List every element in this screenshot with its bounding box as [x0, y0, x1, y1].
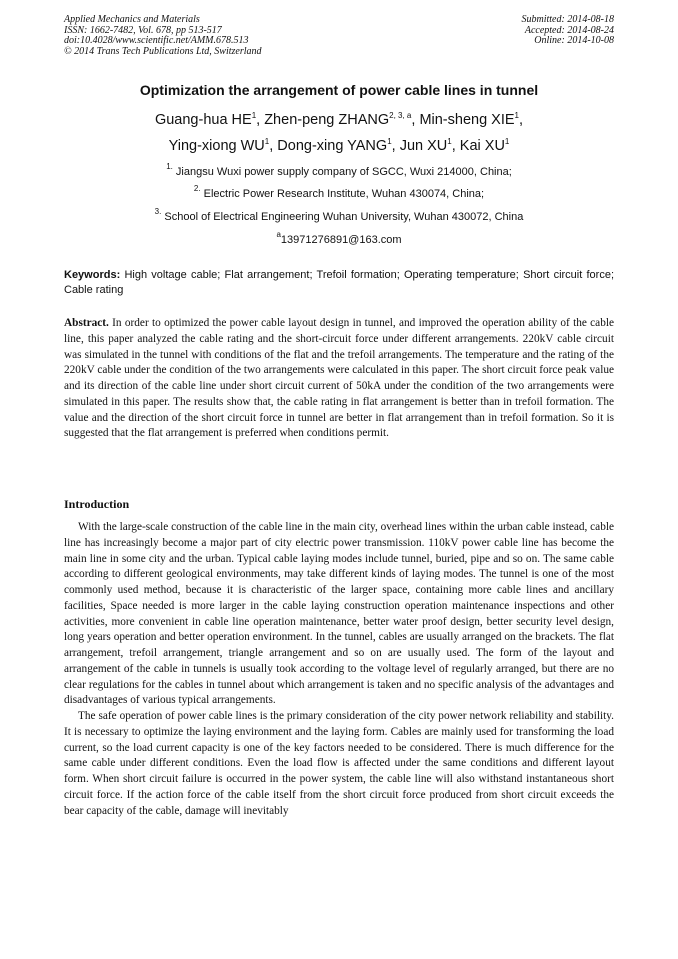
author-name: Jun XU: [399, 138, 448, 154]
keywords-label: Keywords:: [64, 269, 121, 281]
affiliation-text: Electric Power Research Institute, Wuhan 430074, China;: [203, 188, 485, 200]
email-mark: a: [276, 230, 281, 239]
online-date: Online: 2014-10-08: [534, 35, 614, 47]
affiliation-mark: 1.: [166, 162, 173, 171]
author-separator: ,: [269, 138, 278, 154]
intro-paragraph-1: With the large-scale construction of the cable line in the main city, overhead lines within the urban cable instead, cable line has increasingly become a major part of city electric power transmission. 110kV power cable line has become the main line in some city and the urban. Typical cable laying modes include tunnel, buried, pipe and so on. The same cable according to different geological environments, may take different kinds of laying modes. The tunnel is one of the most commonly used method, because it is characteristic of the larger space, containing more cable lines and ancillary facilities, Space needed is more larger in the cable laying construction operation maintenance inspections and other activities, more convenient in cable line operation maintenance, better water proof design, better security level design, long years operation and better operation environment. In the tunnel, cables are usually arranged on the brackets. The flat arrangement, trefoil arrangement, triangle arrangement and so on are usually used. The form of the layout and arrangement of the cable in tunnels is usually took according to the voltage level of regularly arranged, but there are no clear regulations for the cables in tunnel about which arrangement is taken and no specific analysis of the advantages and disadvantages of various typical arrangements.: [64, 521, 614, 707]
author-separator: ,: [256, 112, 265, 128]
author-affiliation-mark: 2, 3, a: [389, 111, 412, 120]
affiliation-text: Jiangsu Wuxi power supply company of SGCC, Wuxi 214000, China;: [175, 166, 512, 178]
author-separator: ,: [411, 112, 420, 128]
email-text: 13971276891@163.com: [280, 234, 402, 246]
affiliation-2: [0, 184, 678, 200]
journal-header: [64, 15, 262, 57]
author-name: Min-sheng XIE: [419, 112, 515, 128]
paper-title: Optimization the arrangement of power cable lines in tunnel: [139, 82, 539, 98]
author-name: Guang-hua HE: [154, 112, 252, 128]
affiliation-1: [0, 162, 678, 178]
corresponding-email: [0, 230, 678, 246]
keywords-block: [64, 268, 614, 298]
submitted-date: Submitted: 2014-08-18: [521, 14, 614, 25]
author-name: Ying-xiong WU: [168, 138, 265, 154]
author-name: Kai XU: [459, 138, 505, 154]
abstract-text: In order to optimized the power cable layout design in tunnel, and improved the operation ability of the cable line, this paper analyzed the cable rating and the short-circuit force under different arrangements. 220kV cable circuit was simulated in the tunnel with conditions of the flat and the trefoil arrangements. The temperature and the rating of the 220kV cable under the condition of the two arrangements were calculated in this paper. The short circuit force peak value and its direction of the cable line under short circuit current of 50kA under the condition of the two arrangements were simulated in this paper. The results show that, the cable rating in flat arrangement is better than in trefoil formation. The value and the direction of the short circuit force in tunnel are better in flat arrangement than in trefoil formation. So it is suggested that the flat arrangement is preferred when conditions permit.: [64, 317, 614, 440]
author-separator: ,: [519, 112, 524, 128]
affiliation-3: [0, 207, 678, 223]
author-separator: ,: [451, 138, 460, 154]
dates-header: [522, 15, 615, 47]
author-separator: ,: [391, 138, 400, 154]
author-affiliation-mark: 1: [251, 111, 257, 120]
author-affiliation-mark: 1: [264, 137, 270, 146]
affiliation-mark: 2.: [193, 184, 201, 193]
accepted-date: Accepted: 2014-08-24: [524, 24, 614, 36]
author-name: Zhen-peng ZHANG: [264, 112, 390, 128]
journal-name: Applied Mechanics and Materials: [64, 14, 200, 25]
abstract-label: Abstract.: [64, 317, 109, 329]
affiliation-text: School of Electrical Engineering Wuhan University, Wuhan 430072, China: [164, 211, 524, 223]
introduction-body: [64, 520, 614, 819]
issn-line: ISSN: 1662-7482, Vol. 678, pp 513-517: [64, 24, 222, 36]
doi-line: doi:10.4028/www.scientific.net/AMM.678.513: [64, 35, 249, 47]
author-line-1: [0, 112, 678, 128]
copyright-line: © 2014 Trans Tech Publications Ltd, Switzerland: [64, 45, 262, 57]
abstract-block: [64, 316, 614, 442]
intro-paragraph-2: The safe operation of power cable lines is the primary consideration of the city power network reliability and stability. It is necessary to optimize the laying environment and the laying form. Cables are mainly used for transforming the load current, so the load current capacity is one of the key factors needed to be considered. There is much difference for the same cable under different conditions. Even the load flow is affected under the same conditions and different layout form. When short circuit failure is occurred in the power system, the cable line will also withstand instantaneous short circuit force. If the action force of the cable itself from the short circuit force produced from short circuit exceeds the bear capacity of the cable, damage will inevitably: [64, 710, 614, 817]
author-affiliation-mark: 1: [504, 137, 510, 146]
introduction-heading: Introduction: [64, 497, 130, 511]
author-affiliation-mark: 1: [447, 137, 452, 146]
author-affiliation-mark: 1: [514, 111, 519, 120]
author-affiliation-mark: 1: [387, 137, 392, 146]
author-name: Dong-xing YANG: [277, 138, 388, 154]
author-line-2: [0, 138, 678, 154]
affiliation-mark: 3.: [154, 207, 162, 216]
keywords-text: High voltage cable; Flat arrangement; Trefoil formation; Operating temperature; Short circuit force; Cable rating: [64, 269, 615, 296]
